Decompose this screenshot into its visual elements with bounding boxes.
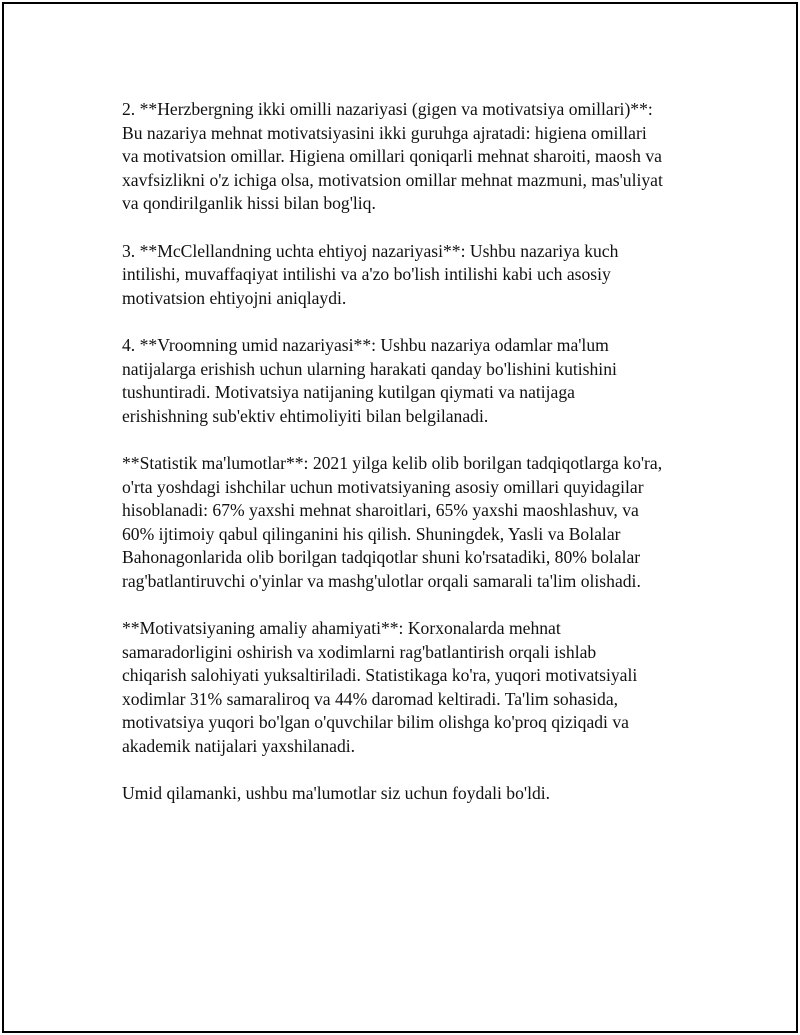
text-line: akademik natijalari yaxshilanadi.	[122, 736, 356, 757]
text-line: 60% ijtimoiy qabul qilinganini his qilish. Shuningdek, Yasli va Bolalar	[122, 523, 621, 544]
text-line: tushuntiradi. Motivatsiya natijaning kutilgan qiymati va natijaga	[122, 382, 575, 403]
text-line: **Statistik ma'lumotlar**: 2021 yilga kelib olib borilgan tadqiqotlarga ko'ra,	[122, 452, 663, 473]
text-line: intilishi, muvaffaqiyat intilishi va a'zo bo'lish intilishi kabi uch asosiy	[122, 264, 611, 285]
text-line: va motivatsion omillar. Higiena omillari qoniqarli mehnat sharoiti, maosh va	[122, 146, 662, 167]
text-line: xodimlar 31% samaraliroq va 44% daromad keltiradi. Ta'lim sohasida,	[122, 688, 619, 709]
paragraph-mcclelland	[122, 240, 722, 311]
text-line: va qondirilganlik hissi bilan bog'liq.	[122, 193, 376, 214]
paragraph-statistics	[122, 452, 722, 594]
paragraph-vroom	[122, 334, 722, 428]
text-line: **Motivatsiyaning amaliy ahamiyati**: Korxonalarda mehnat	[122, 618, 561, 639]
text-line: motivatsion ehtiyojni aniqlaydi.	[122, 287, 347, 308]
text-line: xavfsizlikni o'z ichiga olsa, motivatsion omillar mehnat mazmuni, mas'uliyat	[122, 169, 663, 190]
text-line: Umid qilamanki, ushbu ma'lumotlar siz uchun foydali bo'ldi.	[122, 783, 551, 804]
paragraph-practical	[122, 617, 722, 759]
page-frame	[2, 2, 798, 1033]
text-line: rag'batlantiruvchi o'yinlar va mashg'ulotlar orqali samarali ta'lim olishadi.	[122, 570, 641, 591]
text-line: chiqarish salohiyati yuksaltiriladi. Statistikaga ko'ra, yuqori motivatsiyali	[122, 665, 638, 686]
text-line: samaradorligini oshirish va xodimlarni rag'batlantirish orqali ishlab	[122, 641, 597, 662]
text-line: Bu nazariya mehnat motivatsiyasini ikki guruhga ajratadi: higiena omillari	[122, 122, 647, 143]
text-line: o'rta yoshdagi ishchilar uchun motivatsiyaning asosiy omillari quyidagilar	[122, 476, 644, 497]
text-line: 2. **Herzbergning ikki omilli nazariyasi (gigen va motivatsiya omillari)**:	[122, 99, 653, 119]
text-line: Bahonagonlarida olib borilgan tadqiqotlar shuni ko'rsatadiki, 80% bolalar	[122, 547, 641, 568]
text-line: 4. **Vroomning umid nazariyasi**: Ushbu nazariya odamlar ma'lum	[122, 334, 609, 355]
text-line: erishishning sub'ektiv ehtimoliyiti bilan belgilanadi.	[122, 405, 489, 426]
paragraph-closing	[122, 782, 722, 806]
text-line: motivatsiya yuqori bo'lgan o'quvchilar bilim olishga ko'proq qiziqadi va	[122, 712, 629, 733]
text-line: hisoblanadi: 67% yaxshi mehnat sharoitlari, 65% yaxshi maoshlashuv, va	[122, 500, 639, 521]
text-line: 3. **McClellandning uchta ehtiyoj nazariyasi**: Ushbu nazariya kuch	[122, 240, 619, 261]
text-line: natijalarga erishish uchun ularning harakati qanday bo'lishini kutishini	[122, 358, 617, 379]
document-body	[122, 98, 722, 829]
paragraph-herzberg	[122, 98, 722, 216]
